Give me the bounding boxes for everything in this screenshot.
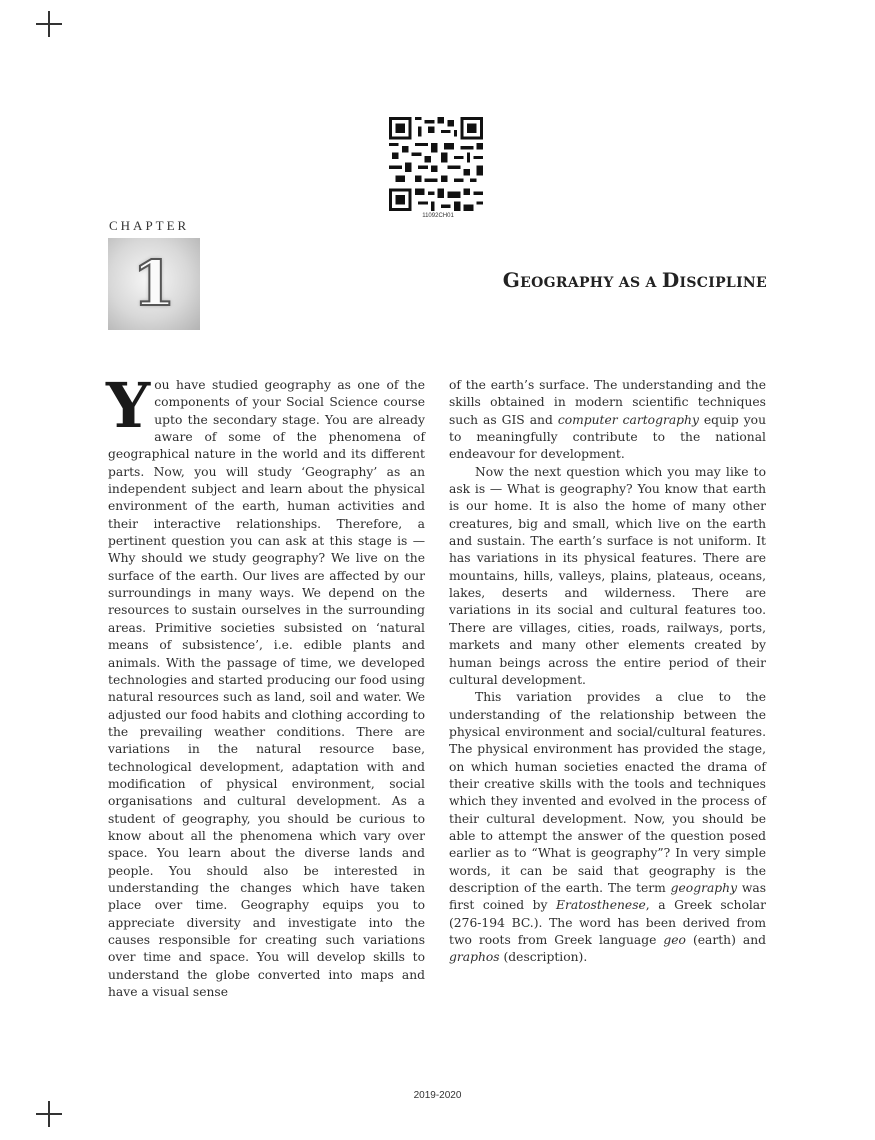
chapter-number-badge [108,238,200,330]
drop-cap: Y [106,369,151,442]
crop-mark-top-left [36,11,62,37]
chapter-number: 1 [132,247,176,320]
body-column-right [449,377,766,967]
paragraph: You have studied geography as one of the components of your Social Science course upto the secondary stage. You are already aware of some of the phenomena of geographical nature in the world and its different parts. Now, you will study ‘Geography’ as an independent subject and learn about the physical environment of the earth, human activities and their interactive relationships. Therefore, a pertinent question you can ask at this stage is — Why should we study geography? We live on the surface of the earth. Our lives are affected by our surroundings in many ways. We depend on the resources to sustain ourselves in the surrounding areas. Primitive societies subsisted on ‘natural means of subsistence’, i.e. edible plants and animals. With the passage of time, we developed technologies and started producing our food using natural resources such as land, soil and water. We adjusted our food habits and clothing according to the prevailing weather conditions. There are variations in the natural resource base, technological development, adaptation with and modification of physical environment, social organisations and cultural development. As a student of geography, you should be curious to know about all the phenomena which vary over space. You learn about the diverse lands and people. You should also be interested in understanding the changes which have taken place over time. Geography equips you to appreciate diversity and investigate into the causes responsible for creating such variations over time and space. You will develop skills to understand the globe converted into maps and have a visual sense [106,369,425,1000]
chapter-title: GEOGRAPHY AS A DISCIPLINE [502,268,767,292]
page-footer-year: 2019-2020 [413,1090,462,1101]
crop-mark-bottom-left [36,1101,62,1127]
chapter-label: CHAPTER [109,218,190,233]
body-column-left [106,369,425,1001]
paragraph: This variation provides a clue to the understanding of the relationship between the physical environment and social/cultural features. The physical environment has provided the stage, on which human societies enacted the drama of their creative skills with the tools and techniques which they invented and evolved in the process of their cultural development. Now, you should be able to attempt the answer of the question posed earlier as to “What is geography”? In very simple words, it can be said that geography is the description of the earth. The term geography was first coined by Eratosthenese, a Greek scholar (276-194 BC.). The word has been derived from two roots from Greek language geo (earth) and graphos (description). [449,690,767,965]
qr-code-label: 11092CH01 [422,213,454,219]
paragraph: Now the next question which you may like to ask is — What is geography? You know that earth is our home. It is also the home of many other creatures, big and small, which live on the earth and sustain. The earth’s surface is not uniform. It has variations in its physical features. There are mountains, hills, valleys, plains, plateaus, oceans, lakes, deserts and wilderness. There are variations in its social and cultural features too. There are villages, cities, roads, railways, ports, markets and many other elements created by human beings across the entire period of their cultural development. [449,464,766,687]
qr-code-icon [389,117,483,211]
paragraph: of the earth’s surface. The understanding and the skills obtained in modern scientific techniques such as GIS and computer cartography equip you to meaningfully contribute to the national endeavour for development. [449,378,766,462]
